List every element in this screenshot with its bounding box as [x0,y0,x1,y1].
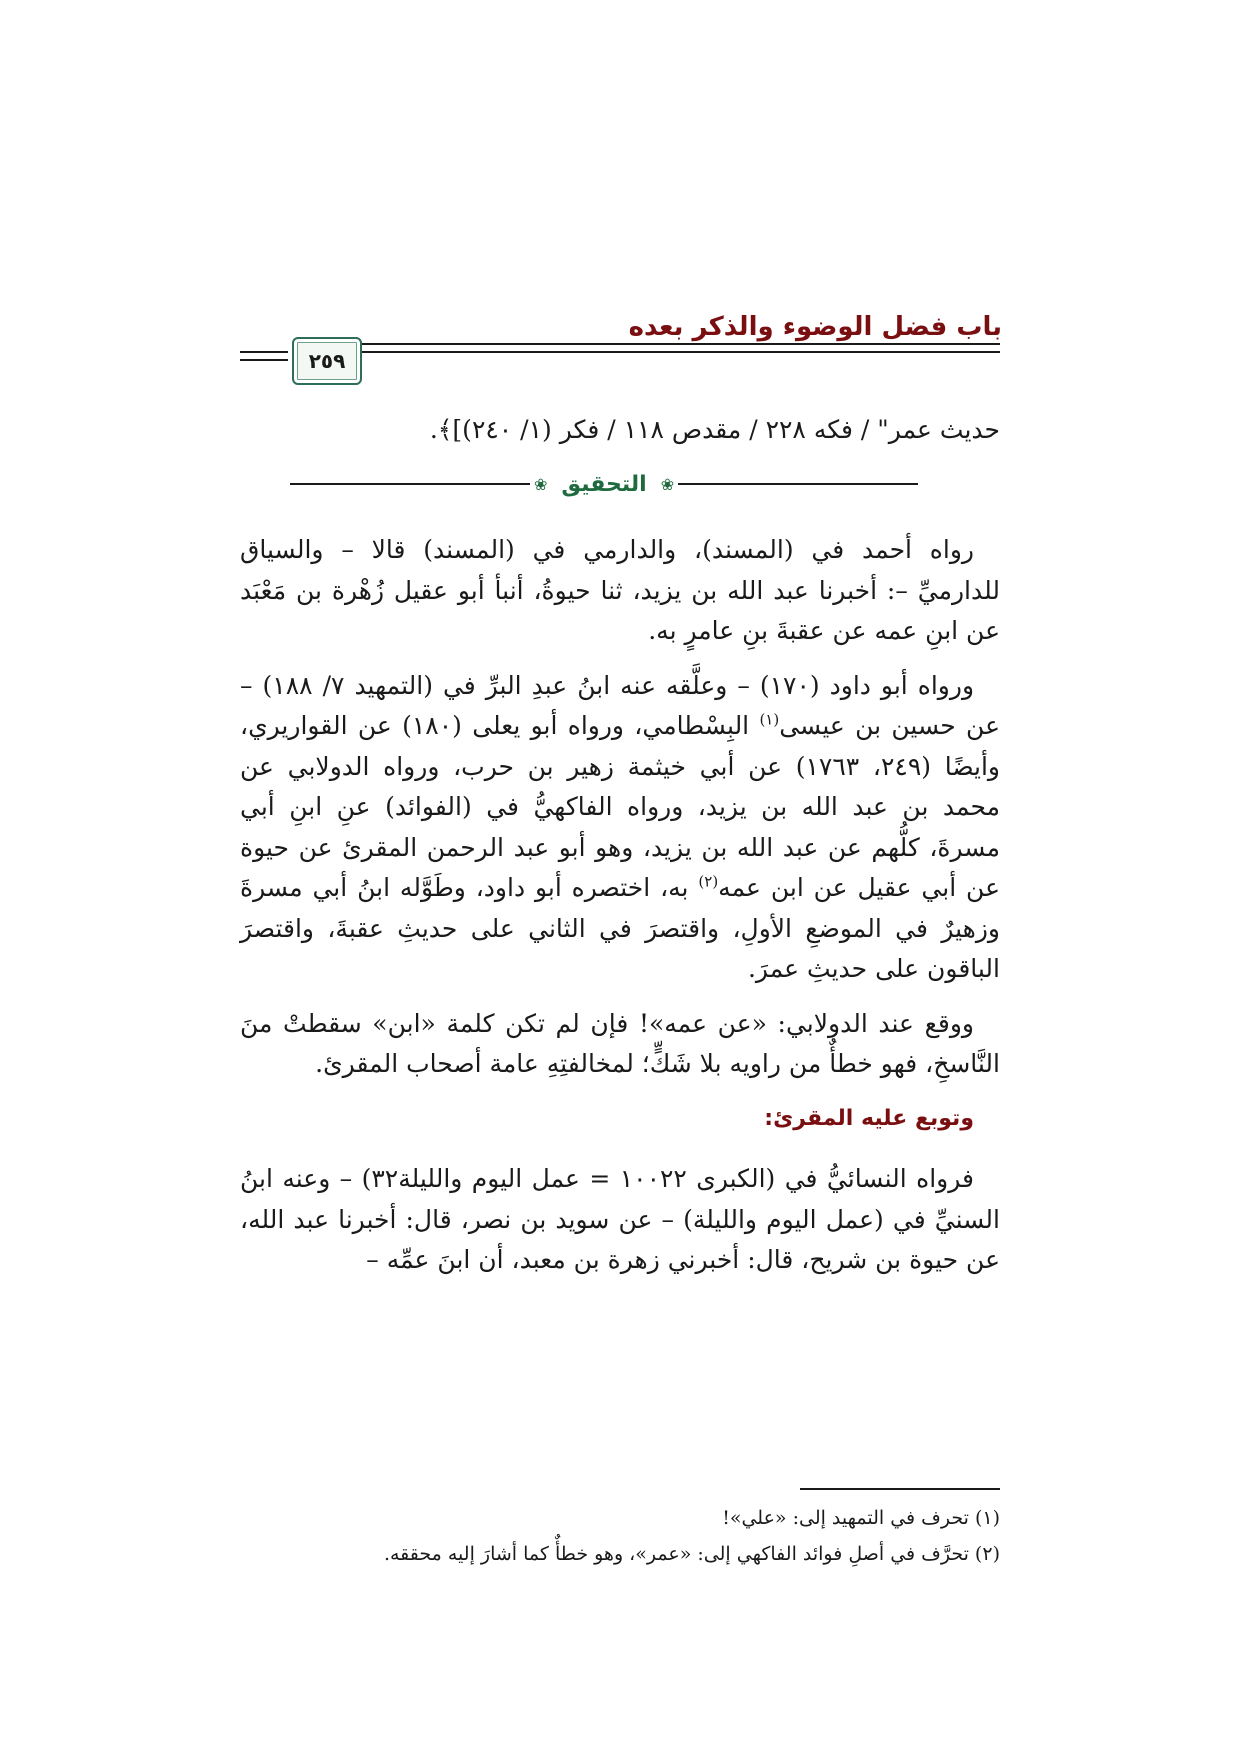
header-rule-right-bottom [362,351,1000,353]
paragraph-2-part-b: البِسْطامي، ورواه أبو يعلى (١٨٠) عن القواريري، وأيضًا (٢٤٩، ١٧٦٣) عن أبي خيثمة زهير بن حرب، ورواه الدولابي عن محمد بن عبد الله بن يزيد، ورواه الفاكهيُّ في (الفوائد) عنِ ابنِ أبي مسرةَ، كلُّهم عن عبد الله بن يزيد، وهو أبو عبد الرحمن المقرئ عن حيوة عن أبي عقيل عن ابن عمه [240,711,1000,902]
footnote-1: (١) تحرف في التمهيد إلى: «علي»! [722,1507,1000,1529]
header-rule-left-bottom [240,359,288,361]
lead-line: حديث عمر" / فكه ٢٢٨ / مقدص ١١٨ / فكر (١/ ٢٤٠)]﴾. [429,415,1000,444]
main-text [240,530,1000,1295]
divider-line-right [678,483,918,485]
paragraph-2 [240,666,1000,990]
footnotes [240,1500,1000,1572]
footnote-ref-2[interactable]: (٢) [698,872,719,891]
paragraph-4: فرواه النسائيُّ في (الكبرى ١٠٠٢٢ = عمل اليوم والليلة٣٢) – وعنه ابنُ السنيِّ في (عمل اليوم والليلة) – عن سويد بن نصر، قال: أخبرنا عبد الله، عن حيوة بن شريح، قال: أخبرني زهرة بن معبد، أن ابنَ عمِّه – [240,1164,1000,1274]
section-heading: التحقيق [561,471,647,497]
header-rule-right-top [362,343,1000,345]
footnote-ref-1[interactable]: (١) [759,710,780,729]
footnote-rule [800,1488,1000,1490]
chapter-title: باب فضل الوضوء والذكر بعده [628,312,1002,342]
ornament-icon: ❀ [660,474,675,494]
divider-line-left [290,483,530,485]
footnote-2: (٢) تحرَّف في أصلِ فوائد الفاكهي إلى: «عمر»، وهو خطأٌ كما أشارَ إليه محققه. [383,1543,1000,1565]
ornament-icon: ❀ [534,474,548,494]
section-divider [290,466,1000,502]
paragraph-2-part-a: ورواه أبو داود (١٧٠) – وعلَّقه عنه ابنُ عبدِ البرِّ في (التمهيد ٧/ ١٨٨) – عن حسين بن عيسى [240,670,1000,740]
paragraph-3: ووقع عند الدولابي: «عن عمه»! فإن لم تكن كلمة «ابن» سقطتْ منَ النَّاسخِ، فهو خطأٌ من راويه بلا شَكٍّ؛ لمخالفتِهِ عامة أصحاب المقرئ. [240,1008,1000,1078]
header-rule-left-top [240,351,288,353]
page-number: ٢٥٩ [308,349,346,373]
paragraph-2-part-c: به، اختصره أبو داود، وطَوَّله ابنُ أبي مسرةَ وزهيرٌ في الموضعِ الأولِ، واقتصرَ في الثاني على حديثِ عقبةَ، واقتصرَ الباقون على حديثِ عمرَ. [240,873,1000,983]
subheading: وتوبع عليه المقرئ: [764,1105,974,1131]
paragraph-1: رواه أحمد في (المسند)، والدارمي في (المسند) قالا – والسياق للدارميِّ –: أخبرنا عبد الله بن يزيد، ثنا حيوةُ، أنبأ أبو عقيل زُهْرة بن مَعْبَد عن ابنِ عمه عن عقبةَ بنِ عامرٍ به. [240,535,1000,645]
page-number-frame [292,337,362,385]
